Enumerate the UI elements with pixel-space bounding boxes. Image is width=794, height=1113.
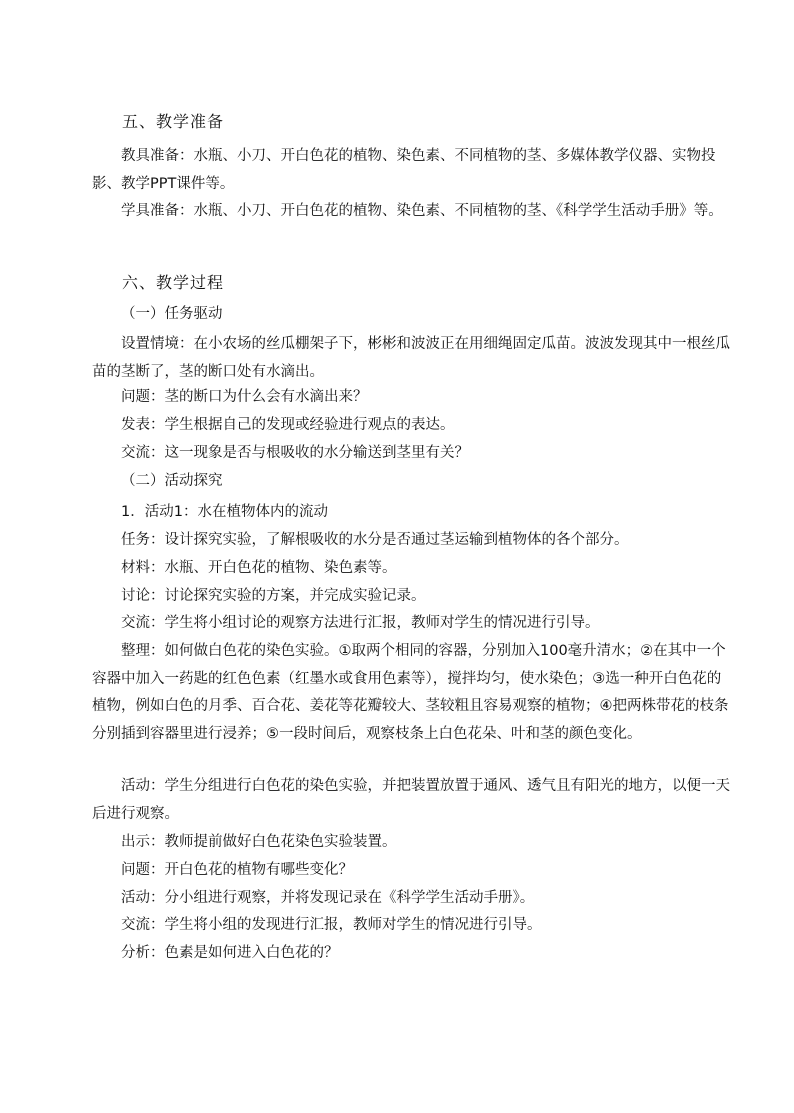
analysis-paragraph: 分析：色素是如何进入白色花的？ xyxy=(121,945,339,961)
express-paragraph: 发表：学生根据自己的发现或经验进行观点的表达。 xyxy=(121,417,455,433)
section-6-heading: 六、教学过程 xyxy=(122,273,225,292)
scenario-paragraph: 设置情境：在小农场的丝瓜棚架子下，彬彬和波波正在用细绳固定瓜苗。波波发现其中一根丝瓜苗的茎断了，茎的断口处有水滴出。 xyxy=(92,336,730,380)
teacher-tools-paragraph: 教具准备：水瓶、小刀、开白色花的植物、染色素、不同植物的茎、多媒体教学仪器、实物投影、教学PPT课件等。 xyxy=(92,148,716,192)
question-2-paragraph: 问题：开白色花的植物有哪些变化？ xyxy=(121,862,353,878)
exchange-3-paragraph: 交流：学生将小组的发现进行汇报，教师对学生的情况进行引导。 xyxy=(121,917,542,933)
discussion-paragraph: 讨论：讨论探究实验的方案，并完成实验记录。 xyxy=(121,588,426,604)
show-paragraph: 出示：教师提前做好白色花染色实验装置。 xyxy=(121,834,397,850)
activity-paragraph: 活动：学生分组进行白色花的染色实验，并把装置放置于通风、透气且有阳光的地方，以便一天后进行观察。 xyxy=(92,778,730,822)
task-paragraph: 任务：设计探究实验，了解根吸收的水分是否通过茎运输到植物体的各个部分。 xyxy=(121,532,629,548)
student-tools-paragraph: 学具准备：水瓶、小刀、开白色花的植物、染色素、不同植物的茎、《科学学生活动手册》等。 xyxy=(121,203,723,219)
question-1-paragraph: 问题：茎的断口为什么会有水滴出来？ xyxy=(121,389,368,405)
section-5-heading: 五、教学准备 xyxy=(122,112,225,131)
activity-1-title: 1．活动1：水在植物体内的流动 xyxy=(121,504,328,520)
part-1-title: （一）任务驱动 xyxy=(121,306,223,322)
exchange-1-paragraph: 交流：这一现象是否与根吸收的水分输送到茎里有关？ xyxy=(121,445,469,461)
part-2-title: （二）活动探究 xyxy=(121,473,223,489)
exchange-2-paragraph: 交流：学生将小组讨论的观察方法进行汇报，教师对学生的情况进行引导。 xyxy=(121,615,600,631)
materials-paragraph: 材料：水瓶、开白色花的植物、染色素等。 xyxy=(121,560,397,576)
activity-2-paragraph: 活动：分小组进行观察，并将发现记录在《科学学生活动手册》。 xyxy=(121,890,535,906)
organize-paragraph: 整理：如何做白色花的染色实验。①取两个相同的容器，分别加入100毫升清水；②在其中一个容器中加入一药匙的红色色素（红墨水或食用色素等），搅拌均匀，使水染色；③选一种开白色花的植物，例如白色的月季、百合花、姜花等花瓣较大、茎较粗且容易观察的植物；④把两株带花的枝条分别插到容器里进行浸养；⑤一段时间后，观察枝条上白色花朵、叶和茎的颜色变化。 xyxy=(92,643,729,742)
